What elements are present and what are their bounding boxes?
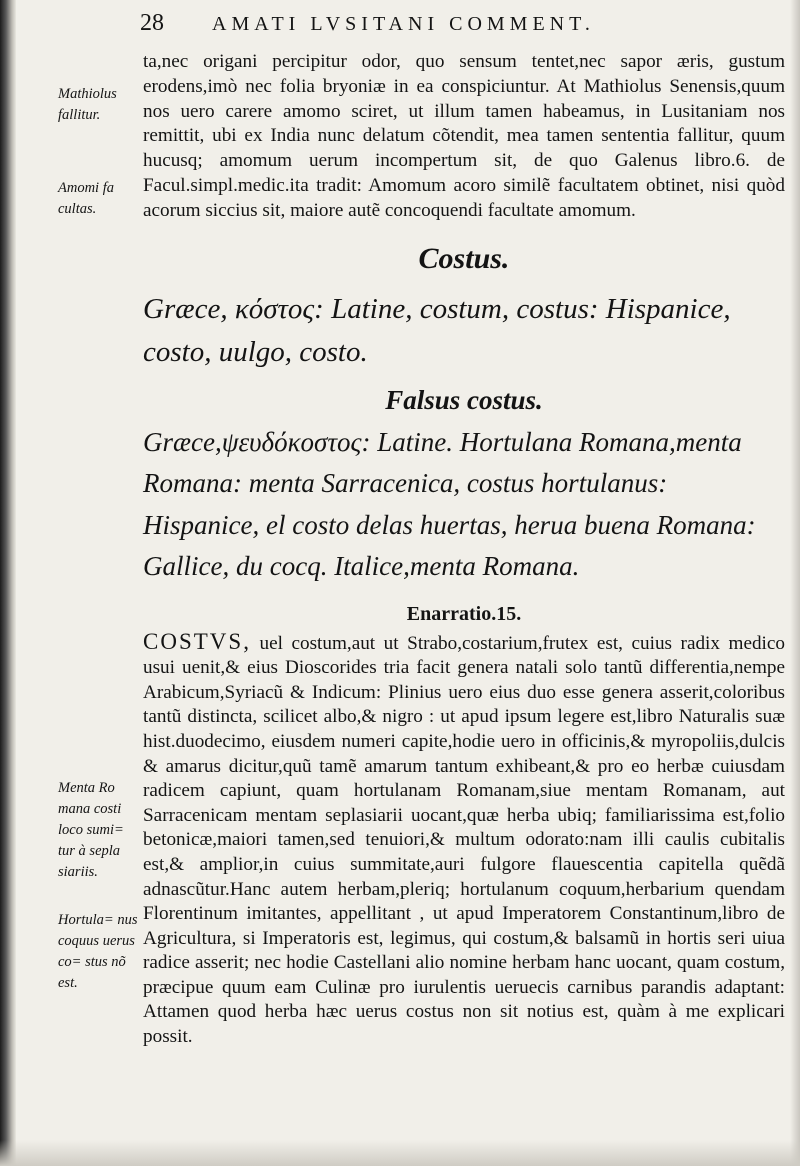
- enarratio-paragraph: [143, 630, 785, 1050]
- enarratio-heading: Enarratio.15.: [406, 602, 522, 625]
- intro-paragraph: ta,nec origani percipitur odor, quo sensum tentet,nec sapor æris, gustum erodens,imò nec folia bryoniæ in ea conspiciuntur. At Mathiolus Senensis,quum nos uero carere amomo sciret, ut illum tamen habeamus, in Lusitaniam nos remittit, ubi ex India nunc delatum cõtendit, mea tamen sententia fallitur, quum hucusq; amomum uerum incompertum sit, de quo Galenus libro.6. de Facul.simpl.medic.ita tradit: Amomum acoro similẽ facultatem obtinet, nisi quòd acorum siccius sit, maiore autẽ concoquendi facultate amomum.: [143, 51, 785, 221]
- falsus-costus-synonyms: Græce,ψευδόκοστος: Latine. Hortulana Romana,menta Romana: menta Sarracenica, costus hortulanus: Hispanice, el costo delas huertas, herua buena Romana: Gallice, du cocq. Italice,menta Romana.: [143, 426, 756, 582]
- running-head: AMATI LVSITANI COMMENT.: [212, 13, 595, 35]
- falsus-costus-heading: Falsus costus.: [385, 384, 543, 415]
- page-header: [140, 8, 780, 38]
- page-binding-shadow: [0, 0, 16, 1166]
- costus-synonyms: Græce, κόστος: Latine, costum, costus: Hispanice, costo, uulgo, costo.: [143, 292, 731, 368]
- margin-note-hortulanus: Hortula= nus coquus uerus co= stus nõ est.: [58, 912, 138, 991]
- enarratio-lead-word: COSTVS,: [143, 628, 251, 654]
- page-edge-shadow: [790, 0, 800, 1166]
- enarratio-body: uel costum,aut ut Strabo,costarium,frutex est, cuius radix medico usui uenit,& eius Dioscorides tria facit genera natali solo tantũ differentia,nempe Arabicum,Syriacũ & Indicum: Plinius uero eius duo esse genera asserit,coloribus tantũ distincta, scilicet albo,& nigro : ut apud ipsum legere est,libro Naturalis suæ hist.duodecimo, eiusdem numeri capite,hodie uero in officinis,& myropoliis,dulcis & amarus dicitur,quũ tamẽ amarum tantum exhibeant,& pro eo herbæ cuiusdam radicem capiunt, quam hortulanam Romanam,siue mentam Romanam, aut Sarracenicam mentam seplasiarii uocant,quæ herba ubiq; familiarissima est,folio betonicæ,maiori tamen,sed tenuiori,& multum odorato:nam illi caulis cubitalis est,& amplior,in cuius summitate,auri fulgore flauescentia capitella quẽdã adnascũtur.Hanc autem herbam,pleriq; hortulanum coquum,herbarium quendam Florentinum imitantes, appellitant , ut apud Imperatorem Constantinum,libro de Agricultura, si Imperatoris est, legimus, qui costum,& balsamũ in hortis seri uiua radice asserit; nec hodie Castellani alio nomine herbam hanc uocant, quam costum, præcipue quum eam Culinæ pro iurulentis ueruecis carnibus parandis adaptant: Attamen quod herba hæc uerus costus non sit notius est, quàm à me explicari possit.: [143, 632, 785, 1048]
- margin-note-mathiolus: Mathiolus fallitur.: [58, 86, 117, 123]
- page-number: 28: [140, 10, 164, 36]
- margin-notes: [58, 0, 142, 1166]
- main-text-block: [143, 50, 785, 1050]
- margin-note-menta-romana: Menta Ro mana costi loco sumi= tur à sepla siariis.: [58, 780, 124, 880]
- margin-note-amomi: Amomi fa cultas.: [58, 180, 114, 217]
- costus-heading: Costus.: [418, 241, 510, 275]
